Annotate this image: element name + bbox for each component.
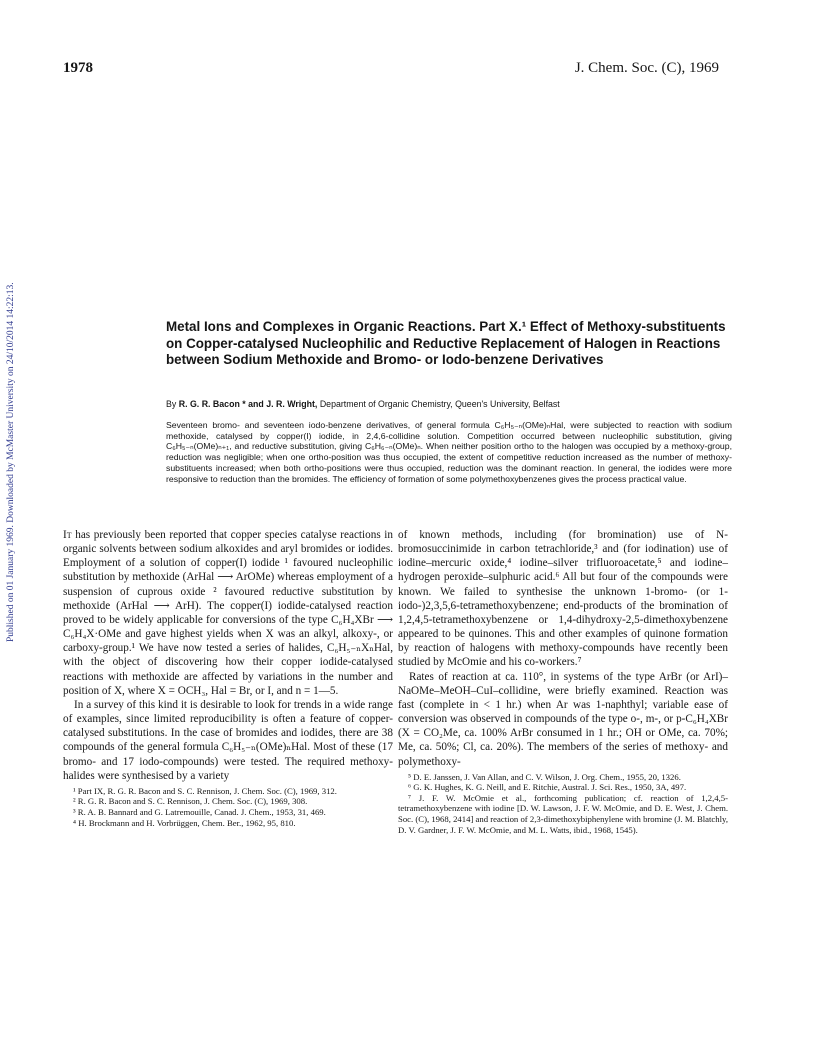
footnotes-left xyxy=(63,786,393,828)
footnote: ⁷ J. F. W. McOmie et al., forthcoming publication; cf. reaction of 1,2,4,5-tetramethoxybenzene with iodine [D. W. Lawson, J. F. W. McOmie, and D. E. West, J. Chem. Soc. (C), 1968, 2414] and reaction of 2,3-dimethoxybiphenylene with bromine (J. M. Blatchly, D. V. Gardner, J. F. W. McOmie, and M. L. Watts, ibid., 1968, 1545). xyxy=(398,792,728,835)
footnote: ⁵ D. E. Janssen, J. Van Allan, and C. V. Wilson, J. Org. Chem., 1955, 20, 1326. xyxy=(408,771,681,782)
article-title: Metal Ions and Complexes in Organic Reactions. Part X.¹ Effect of Methoxy-substituents on Copper-catalysed Nucleophilic and Reductive Replacement of Halogen in Reactions between Sodium Methoxide and Bromo- or Iodo-benzene Derivatives xyxy=(166,319,726,367)
paragraph-4: Rates of reaction at ca. 110°, in systems of the type ArBr (or ArI)–NaOMe–MeOH–CuI–collidine, were briefly examined. Reaction was fast (complete in < 1 hr.) when Ar was 1-naphthyl; variable ease of conversion was observed in compounds of the type o-, m-, or p-C₆H₄XBr (X = CO₂Me, ca. 100% ArBr consumed in 1 hr.; OH or OMe, ca. 70%; Me, ca. 50%; Cl, ca. 20%). The members of the series of methoxy- and polymethoxy- xyxy=(398,670,728,768)
footnote: ¹ Part IX, R. G. R. Bacon and S. C. Rennison, J. Chem. Soc. (C), 1969, 312. xyxy=(73,785,337,796)
left-column xyxy=(63,528,393,828)
paragraph-1-text: has previously been reported that copper species catalyse reactions in organic solvents between sodium alkoxides and aryl bromides or iodides. Employment of a solution of copper(I) iodide ¹ favoured nucleophilic substitution by methoxide (ArHal ⟶ ArOMe) whereas employment of a suspension of cuprous oxide ² favoured reductive substitution by methoxide (ArHal ⟶ ArH). The copper(I) iodide-catalysed reaction proved to be widely applicable for conversions of the type C₆H₄XBr ⟶ C₆H₄X·OMe and gave highest yields when X was an alkyl, alkoxy-, or carboxy-group.¹ We have now tested a series of halides, C₆H₅₋ₙXₙHal, with the object of discovering how their copper iodide-catalysed reactions with methoxide are affected by variations in the number and position of X, where X = OCH₃, Hal = Br, or I, and n = 1—5. xyxy=(63,529,393,697)
footnote: ⁴ H. Brockmann and H. Vorbrüggen, Chem. Ber., 1962, 95, 810. xyxy=(73,817,296,828)
download-notice[interactable]: Published on 01 January 1969. Downloaded by McMaster University on 24/10/2014 14:22:13. xyxy=(6,282,16,642)
author-names: R. G. R. Bacon * and J. R. Wright, xyxy=(178,399,318,409)
drop-lead: It xyxy=(63,529,72,541)
paragraph-1 xyxy=(63,528,393,698)
journal-reference: J. Chem. Soc. (C), 1969 xyxy=(574,60,719,76)
right-column xyxy=(398,528,728,835)
affiliation: Department of Organic Chemistry, Queen's University, Belfast xyxy=(317,399,560,409)
paragraph-2: In a survey of this kind it is desirable to look for trends in a wide range of examples, since limited reproducibility is often a feature of copper-catalysed substitutions. In the case of bromides and iodides, there are 38 compounds of the general formula C₆H₅₋ₙ(OMe)ₙHal. Most of these (17 bromo- and 17 iodo-compounds) were tested. The required methoxy-halides were synthesised by a variety xyxy=(63,698,393,782)
abstract: Seventeen bromo- and seventeen iodo-benzene derivatives, of general formula C₆H₅₋ₙ(OMe)ₙHal, were subjected to reaction with sodium methoxide, catalysed by copper(I) iodide, in 2,4,6-collidine solution. Competition occurred between nucleophilic substitution, giving C₆H₅₋ₙ(OMe)ₙ₊₁, and reductive substitution, giving C₆H₆₋ₙ(OMe)ₙ. When neither position ortho to the halogen was occupied by a methoxy-group, reduction was negligible; when one ortho-position was thus occupied, the extent of competitive reduction increased as the number of methoxy-substituents increased; when both ortho-positions were thus occupied, reduction was the dominant reaction. In general, the iodides were more responsive to reduction than the bromides. The efficiency of formation of some polymethoxybenzenes gives the process practical value. xyxy=(166,420,732,484)
page-header xyxy=(63,60,719,82)
author-line xyxy=(166,399,746,409)
footnotes-right xyxy=(398,772,728,836)
footnote: ³ R. A. B. Bannard and G. Latremouille, Canad. J. Chem., 1953, 31, 469. xyxy=(73,807,326,817)
footnote: ⁶ G. K. Hughes, K. G. Neill, and E. Ritchie, Austral. J. Sci. Res., 1950, 3A, 497. xyxy=(408,782,687,793)
page-number: 1978 xyxy=(63,60,93,76)
authors-prefix: By xyxy=(166,399,179,409)
paragraph-3: of known methods, including (for bromination) use of N-bromosuccinimide in carbon tetrachloride,³ and (for iodination) use of iodine–mercuric oxide,⁴ iodine–silver trifluoroacetate,⁵ and iodine–hydrogen peroxide–sulphuric acid.⁶ All but four of the compounds were known. We failed to synthesise the unknown 1-bromo- (or 1-iodo-)2,3,5,6-tetramethoxybenzene; end-products of the bromination of 1,2,4,5-tetramethoxybenzene or 1,4-dihydroxy-2,5-dimethoxybenzene appeared to be quinones. This and other examples of quinone formation by reaction of halogens with methoxy-compounds have recently been studied by McOmie and his co-workers.⁷ xyxy=(398,529,728,669)
footnote: ² R. G. R. Bacon and S. C. Rennison, J. Chem. Soc. (C), 1969, 308. xyxy=(73,796,308,807)
